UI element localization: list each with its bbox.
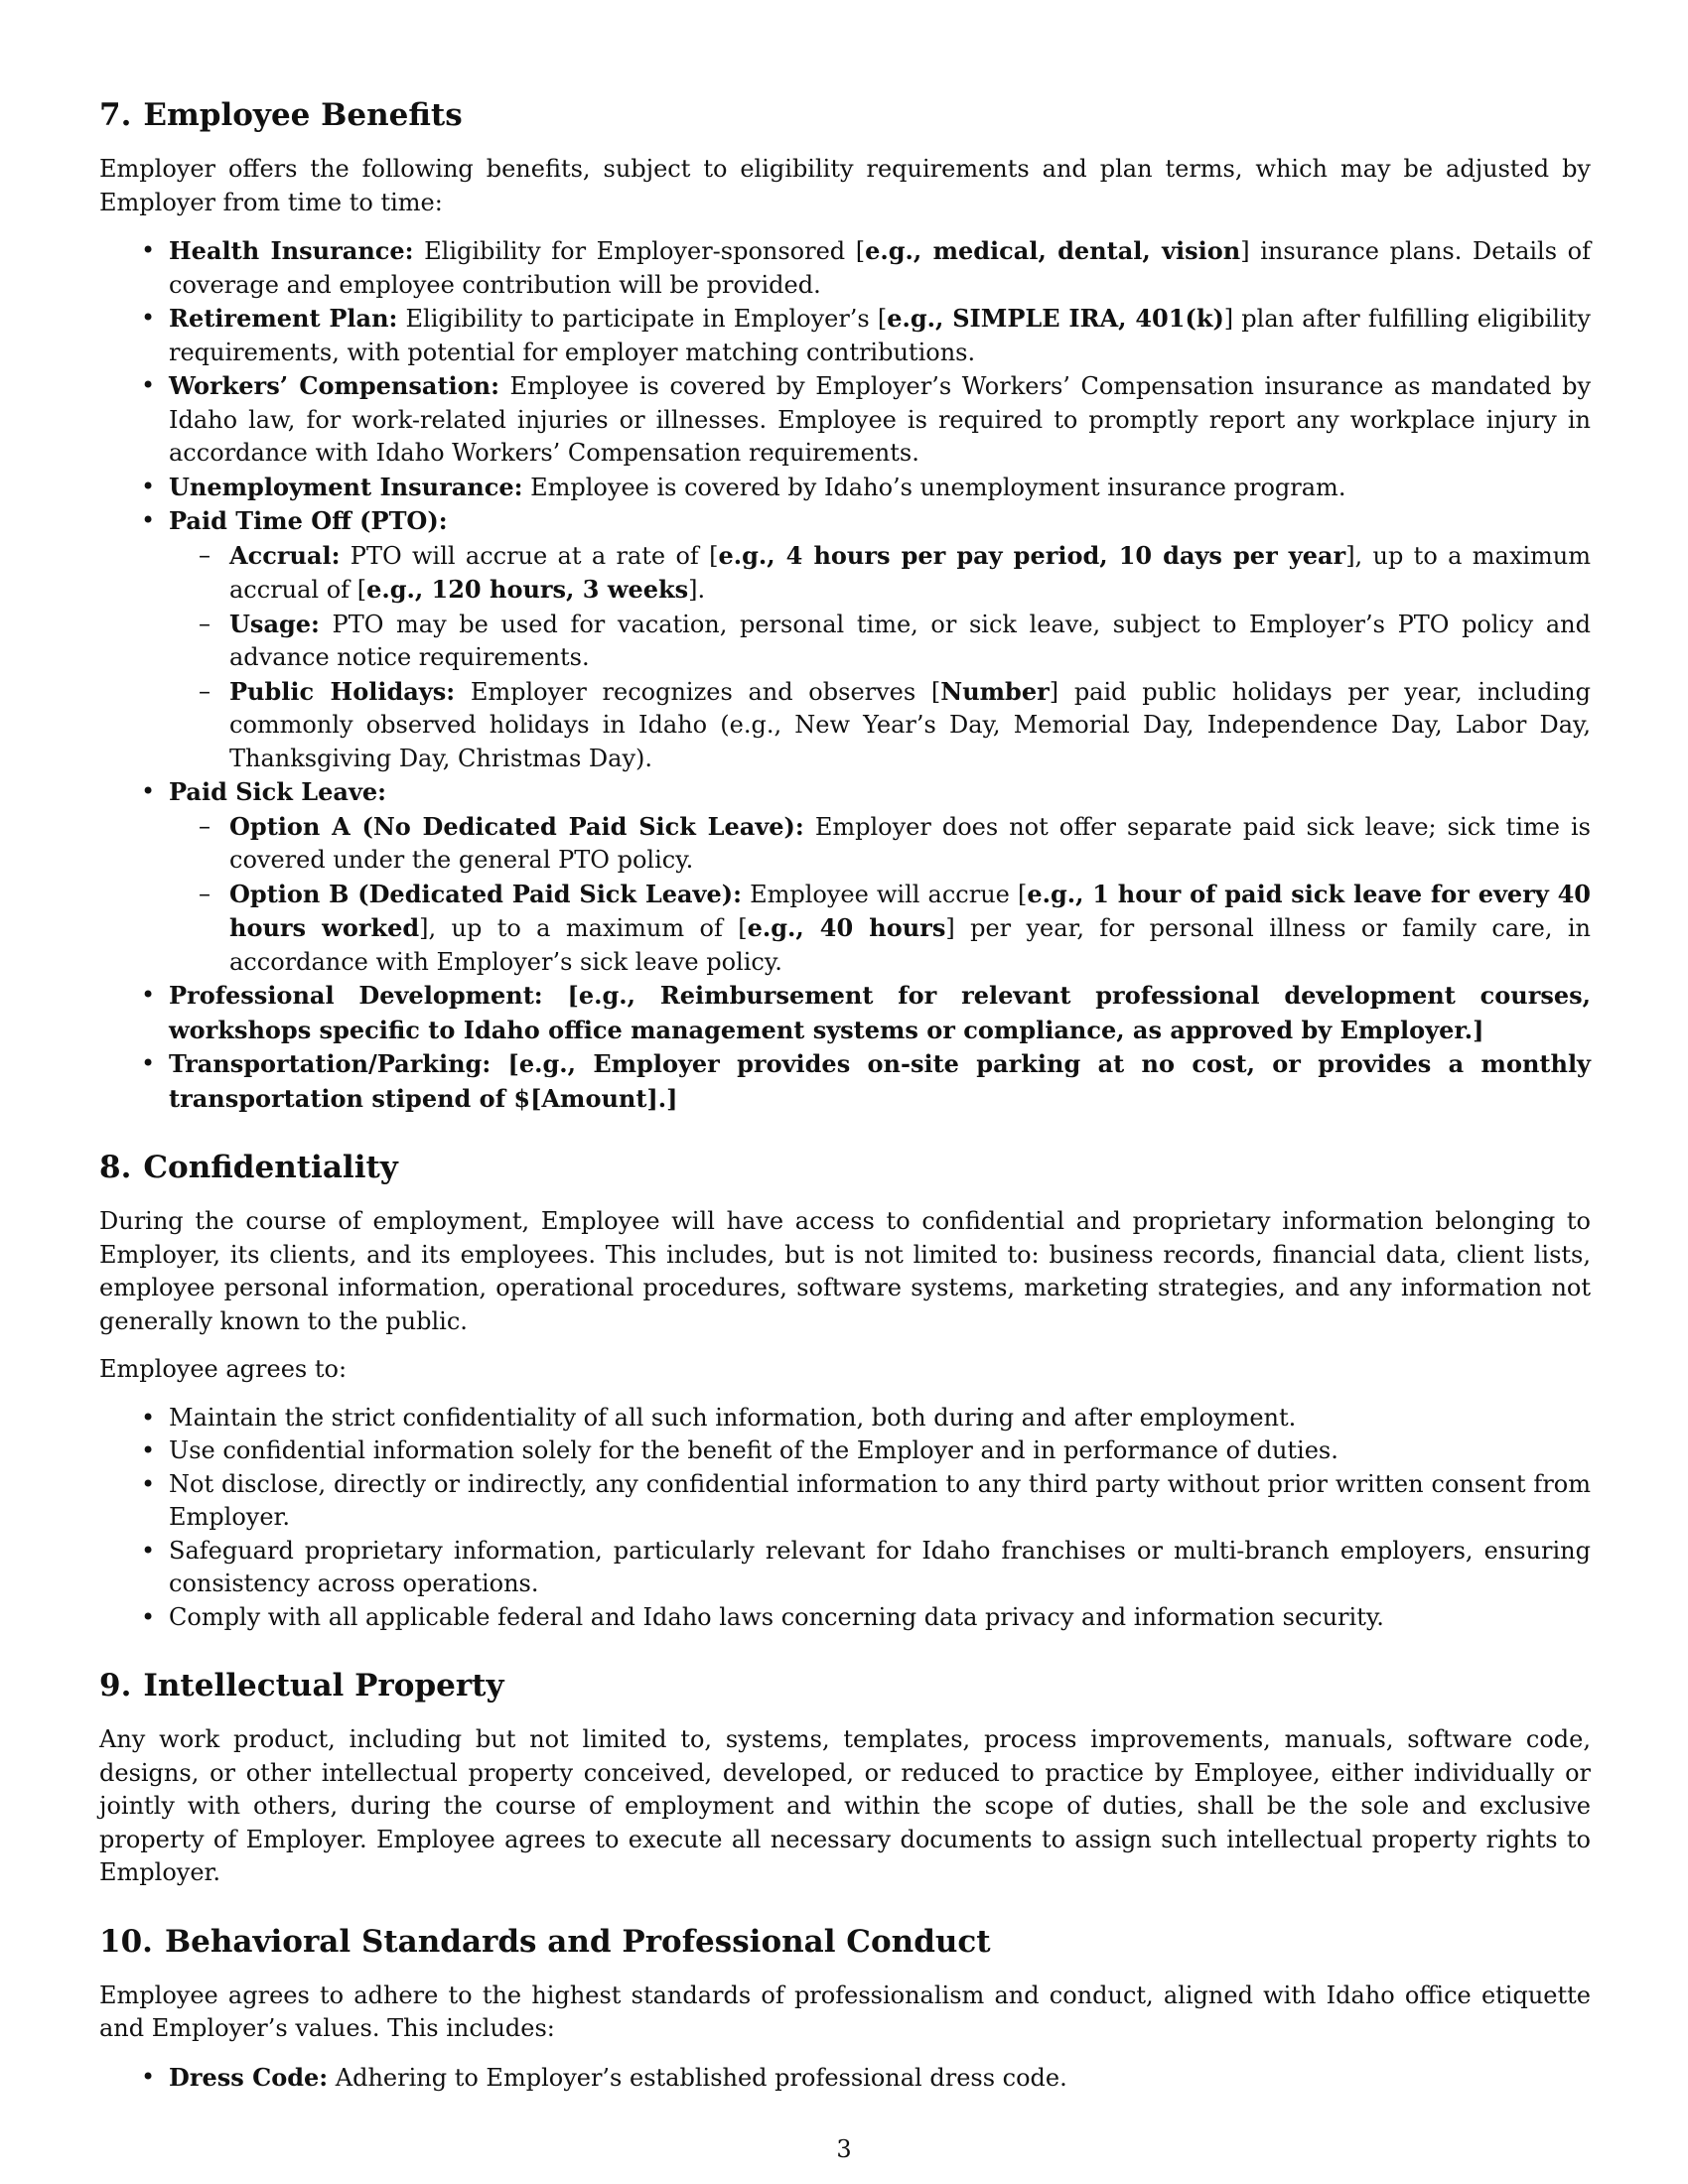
paragraph: Any work product, including but not limited to, systems, templates, process improvements, manuals, software code, designs, or other intellectual property conceived, developed, or reduced to practice by Employee, either individually or jointly with others, during the course of employment and within the scope of duties, shall be the sole and exclusive property of Employer. Employee agrees to execute all necessary documents to assign such intellectual property rights to Employer. <box>99 1725 1591 1886</box>
paragraph: Employer offers the following benefits, subject to eligibility requirements and plan terms, which may be adjusted by Employer from time to time: <box>99 155 1591 216</box>
list-item-retirement-plan: • Retirement Plan: Eligibility to participate in Employer’s [e.g., SIMPLE IRA, 401(k)] plan after fulfilling eligibility requirements, with potential for employer matching contributions. <box>99 302 1591 369</box>
benefits-list <box>99 234 1591 1116</box>
pto-sublist <box>169 539 1591 776</box>
list-item-unemployment-insurance: • Unemployment Insurance: Employee is covered by Idaho’s unemployment insurance program. <box>99 471 1591 505</box>
list-item-professional-development: • Professional Development: [e.g., Reimbursement for relevant professional development courses, workshops specific to Idaho office management systems or compliance, as approved by Employer.] <box>99 979 1591 1047</box>
list-item: • Safeguard proprietary information, particularly relevant for Idaho franchises or multi-branch employers, ensuring consistency across operations. <box>99 1535 1591 1601</box>
section-number: 9. <box>99 1668 132 1704</box>
section-title: Employee Benefits <box>143 97 463 133</box>
list-item-paid-sick-leave: • Paid Sick Leave: – Option A (No Dedicated Paid Sick Leave): Employer does not offer separate paid sick leave; sick time is covered under the general PTO policy. – Option B (Dedicated Paid Sick Leave): Employee will accrue [e.g., 1 hour of paid sick leave for every 40 hours worked], up to a maximum of [e.g., 40 hours] per year, for personal illness or family care, in accordance with Employer’s sick leave policy. <box>99 775 1591 979</box>
section-number: 10. <box>99 1923 153 1960</box>
section-behavioral-standards <box>99 1922 1591 2096</box>
conduct-list <box>99 2061 1591 2096</box>
list-item-paid-time-off: • Paid Time Off (PTO): – Accrual: PTO will accrue at a rate of [e.g., 4 hours per pay period, 10 days per year], up to a maximum accrual of [e.g., 120 hours, 3 weeks]. – Usage: PTO may be used for vacation, personal time, or sick leave, subject to Employer’s PTO policy and advance notice requirements. – Public Holidays: Employer recognizes and observes [Number] paid public holidays per year, including commonly observed holidays in Idaho (e.g., New Year’s Day, Memorial Day, Independence Day, Labor Day, Thanksgiving Day, Christmas Day). <box>99 504 1591 775</box>
document-page <box>99 95 1591 2126</box>
section-heading <box>99 1148 1591 1187</box>
sublist-item-accrual: – Accrual: PTO will accrue at a rate of [e.g., 4 hours per pay period, 10 days per year], up to a maximum accrual of [e.g., 120 hours, 3 weeks]. <box>169 539 1591 608</box>
section-title: Confidentiality <box>143 1150 398 1185</box>
section-title: Intellectual Property <box>143 1668 504 1704</box>
list-item: • Not disclose, directly or indirectly, any confidential information to any third party without prior written consent from Employer. <box>99 1468 1591 1535</box>
list-item: • Maintain the strict confidentiality of all such information, both during and after employment. <box>99 1402 1591 1435</box>
confidentiality-list <box>99 1402 1591 1635</box>
section-title: Behavioral Standards and Professional Conduct <box>164 1923 991 1960</box>
paragraph: During the course of employment, Employee will have access to confidential and proprietary information belonging to Employer, its clients, and its employees. This includes, but is not limited to: business records, financial data, client lists, employee personal information, operational procedures, software systems, marketing strategies, and any information not generally known to the public. <box>99 1207 1591 1335</box>
list-item-health-insurance: • Health Insurance: Eligibility for Employer-sponsored [e.g., medical, dental, vision] insurance plans. Details of coverage and employee contribution will be provided. <box>99 234 1591 302</box>
list-item: • Use confidential information solely for the benefit of the Employer and in performance of duties. <box>99 1434 1591 1468</box>
section-heading <box>99 95 1591 135</box>
paragraph: Employee agrees to: <box>99 1355 348 1383</box>
section-number: 8. <box>99 1150 132 1185</box>
section-confidentiality <box>99 1148 1591 1634</box>
sublist-item-public-holidays: – Public Holidays: Employer recognizes and observes [Number] paid public holidays per year, including commonly observed holidays in Idaho (e.g., New Year’s Day, Memorial Day, Independence Day, Labor Day, Thanksgiving Day, Christmas Day). <box>169 675 1591 776</box>
paragraph: Employee agrees to adhere to the highest standards of professionalism and conduct, aligned with Idaho office etiquette and Employer’s values. This includes: <box>99 1980 1591 2042</box>
sublist-item-option-b: – Option B (Dedicated Paid Sick Leave): Employee will accrue [e.g., 1 hour of paid sick leave for every 40 hours worked], up to a maximum of [e.g., 40 hours] per year, for personal illness or family care, in accordance with Employer’s sick leave policy. <box>169 878 1591 980</box>
page-number: 3 <box>836 2135 852 2163</box>
sublist-item-option-a: – Option A (No Dedicated Paid Sick Leave): Employer does not offer separate paid sick leave; sick time is covered under the general PTO policy. <box>169 810 1591 878</box>
list-item-dress-code: • Dress Code: Adhering to Employer’s established professional dress code. <box>99 2061 1591 2096</box>
section-employee-benefits <box>99 95 1591 1116</box>
section-heading <box>99 1922 1591 1962</box>
section-heading <box>99 1666 1591 1706</box>
list-item: • Comply with all applicable federal and Idaho laws concerning data privacy and information security. <box>99 1601 1591 1635</box>
section-number: 7. <box>99 97 132 133</box>
sick-leave-sublist <box>169 810 1591 980</box>
list-item-transportation-parking: • Transportation/Parking: [e.g., Employer provides on-site parking at no cost, or provides a monthly transportation stipend of $[Amount].] <box>99 1047 1591 1116</box>
list-item-workers-compensation: • Workers’ Compensation: Employee is covered by Employer’s Workers’ Compensation insurance as mandated by Idaho law, for work-related injuries or illnesses. Employee is required to promptly report any workplace injury in accordance with Idaho Workers’ Compensation requirements. <box>99 369 1591 471</box>
sublist-item-usage: – Usage: PTO may be used for vacation, personal time, or sick leave, subject to Employer’s PTO policy and advance notice requirements. <box>169 608 1591 675</box>
section-intellectual-property <box>99 1666 1591 1890</box>
